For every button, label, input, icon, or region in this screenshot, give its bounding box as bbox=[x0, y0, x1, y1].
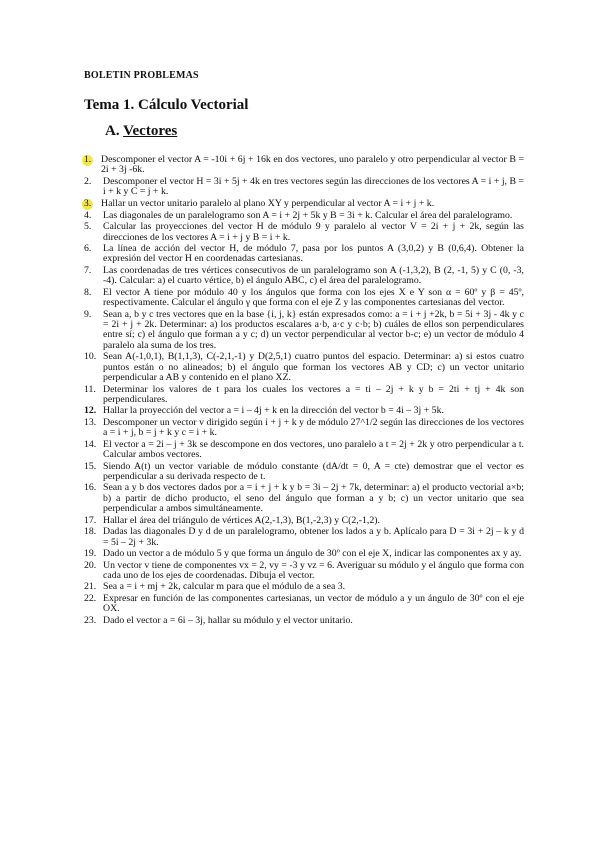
list-item bbox=[84, 549, 524, 559]
list-item bbox=[84, 244, 524, 265]
problem-text: Calcular las proyecciones del vector H de módulo 9 y paralelo al vector V = 2i + j + 2k, según las direcciones de los vectores A = i + j y B = i + k. bbox=[103, 221, 524, 243]
problem-text: Sean A(-1,0,1), B(1,1,3), C(-2,1,-1) y D(2,5,1) cuatro puntos del espacio. Determinar: a) si estos cuatro puntos están o no alineados; b) el ángulo que forman los vectores AB y CD; c) un vector unitario perpendicular a AB y contenido en el plano XZ. bbox=[103, 351, 524, 384]
list-item bbox=[84, 222, 524, 243]
section-prefix: A. bbox=[105, 123, 124, 139]
problem-number: 15. bbox=[84, 460, 97, 472]
problem-number: 17. bbox=[84, 514, 97, 526]
problem-text: Hallar el área del triángulo de vértices A(2,-1,3), B(1,-2,3) y C(2,-1,2). bbox=[103, 514, 380, 526]
section-name: Vectores bbox=[123, 123, 178, 139]
problem-text: El vector a = 2i – j + 3k se descompone en dos vectores, uno paralelo a t = 2j + 2k y otro perpendicular a t. Calcular ambos vectores. bbox=[103, 438, 524, 461]
list-item bbox=[84, 616, 524, 626]
problem-number: 6. bbox=[84, 243, 92, 255]
list-item bbox=[84, 352, 524, 383]
list-item bbox=[84, 440, 524, 461]
problem-number: 11. bbox=[84, 383, 96, 395]
problem-number: 13. bbox=[84, 416, 97, 428]
problem-text: Las diagonales de un paralelogramo son A = i + 2j + 5k y B = 3i + k. Calcular el área del paralelogramo. bbox=[103, 209, 513, 221]
problem-text: Descomponer un vector v dirigido según i + j + k y de módulo 27^1/2 según las direcciones de los vectores a = i + j, b = j + k y c = i + k. bbox=[103, 416, 524, 439]
problem-number: 14. bbox=[84, 438, 97, 450]
list-item bbox=[84, 418, 524, 439]
problem-text: Siendo A(t) un vector variable de módulo constante (dA/dt = 0, A = cte) demostrar que el vector es perpendicular a su derivada respecto de t. bbox=[103, 460, 524, 483]
problem-text: El vector A tiene por módulo 40 y los ángulos que forma con los ejes X e Y son α = 60º y β = 45º, respectivamente. Calcular el ángulo γ que forma con el eje Z y las componentes cartesianas del vector. bbox=[103, 286, 524, 309]
problem-number: 22. bbox=[84, 592, 97, 604]
list-item bbox=[84, 266, 524, 287]
problem-text: Dado un vector a de módulo 5 y que forma un ángulo de 30º con el eje X, indicar las componentes ax y ay. bbox=[103, 548, 522, 560]
problem-text: La línea de acción del vector H, de módulo 7, pasa por los puntos A (3,0,2) y B (0,6,4). Obtener la expresión del vector H en coordenadas cartesianas. bbox=[103, 243, 524, 265]
problem-number: 21. bbox=[84, 581, 97, 593]
problem-number: 1. bbox=[83, 154, 92, 165]
problem-number: 9. bbox=[84, 308, 92, 320]
problem-number: 10. bbox=[84, 351, 97, 363]
problem-number: 7. bbox=[84, 264, 92, 276]
problem-text: Sean a y b dos vectores dados por a = i + j + k y b = 3i – 2j + 7k, determinar: a) el producto vectorial a×b; b) a partir de dicho producto, el seno del ángulo que forman a y b; c) un vector unitario que sea perpendicular a ambos simultáneamente. bbox=[103, 482, 524, 515]
problem-text: Sea a = i + mj + 2k, calcular m para que el módulo de a sea 3. bbox=[103, 581, 346, 593]
chapter-heading: Tema 1. Cálculo Vectorial bbox=[84, 97, 249, 113]
list-item bbox=[84, 462, 524, 483]
problem-number: 5. bbox=[84, 221, 92, 233]
problem-number: 20. bbox=[84, 559, 97, 571]
problem-number: 18. bbox=[84, 526, 97, 538]
problem-number: 16. bbox=[84, 482, 97, 494]
list-item bbox=[84, 516, 524, 526]
problem-text: Dado el vector a = 6i – 3j, hallar su módulo y el vector unitario. bbox=[103, 614, 353, 626]
list-item bbox=[84, 199, 524, 210]
problem-text: Descomponer el vector A = -10i + 6j + 16k en dos vectores, uno paralelo y otro perpendicular al vector B = 2i + 3j -6k. bbox=[101, 154, 524, 176]
problem-number: 19. bbox=[84, 548, 97, 560]
section-heading bbox=[105, 123, 177, 140]
problem-number: 8. bbox=[84, 286, 92, 298]
problem-text: Hallar la proyección del vector a = i – 4j + k en la dirección del vector b = 4i – 3j + 5k. bbox=[103, 405, 444, 417]
problem-text: Hallar un vector unitario paralelo al plano XY y perpendicular al vector A = i + j + k. bbox=[101, 197, 435, 209]
list-item bbox=[84, 155, 524, 176]
list-item bbox=[84, 582, 524, 592]
list-item bbox=[84, 211, 524, 221]
problem-text: Determinar los valores de t para los cuales los vectores a = ti – 2j + k y b = 2ti + tj + 4k son perpendiculares. bbox=[103, 383, 524, 405]
problem-text: Un vector v tiene de componentes vx = 2, vy = -3 y vz = 6. Averiguar su módulo y el ángulo que forma con cada uno de los ejes de coordenadas. Dibuja el vector. bbox=[103, 559, 524, 581]
problem-number: 3. bbox=[83, 197, 92, 209]
problem-text: Sean a, b y c tres vectores que en la base {i, j, k} están expresados como: a = i + j +2k, b = 5i + 3j - 4k y c = 2i + j + 2k. Determinar: a) los productos escalares a·b, a·c y c·b; b) cuáles de ellos son perpendiculares entre sí; c) el ángulo que forman a y c; d) un vector perpendicular al vector b-c; e) un vector de módulo 4 paralelo ala suma de los tres. bbox=[103, 308, 524, 351]
problem-text: Las coordenadas de tres vértices consecutivos de un paralelogramo son A (-1,3,2), B (2, -1, 5) y C (0, -3, -4). Calcular: a) el cuarto vértice, b) el ángulo ABC, c) el área del paralelogramo. bbox=[103, 264, 524, 287]
problem-text: Expresar en función de las componentes cartesianas, un vector de módulo a y un ángulo de 30º con el eje OX. bbox=[103, 592, 524, 615]
list-item bbox=[84, 594, 524, 615]
list-item bbox=[84, 177, 524, 198]
problem-number: 2. bbox=[84, 175, 92, 187]
problem-text: Descomponer el vector H = 3i + 5j + 4k en tres vectores según las direcciones de los vectores A = i + j, B = i + k y C = j + k. bbox=[103, 175, 524, 198]
problem-number: 23. bbox=[84, 614, 97, 626]
list-item bbox=[84, 310, 524, 352]
problem-text: Dadas las diagonales D y d de un paralelogramo, obtener los lados a y b. Aplícalo para D = 3i + 2j – k y d = 5i – 2j + 3k. bbox=[103, 526, 524, 548]
list-item bbox=[84, 561, 524, 582]
list-item bbox=[84, 483, 524, 514]
list-item bbox=[84, 527, 524, 548]
problem-list bbox=[84, 155, 524, 627]
list-item bbox=[84, 406, 524, 416]
list-item bbox=[84, 288, 524, 309]
document-title: BOLETIN PROBLEMAS bbox=[84, 70, 199, 81]
problem-number: 12. bbox=[84, 405, 97, 417]
list-item bbox=[84, 385, 524, 406]
problem-number: 4. bbox=[84, 209, 92, 221]
